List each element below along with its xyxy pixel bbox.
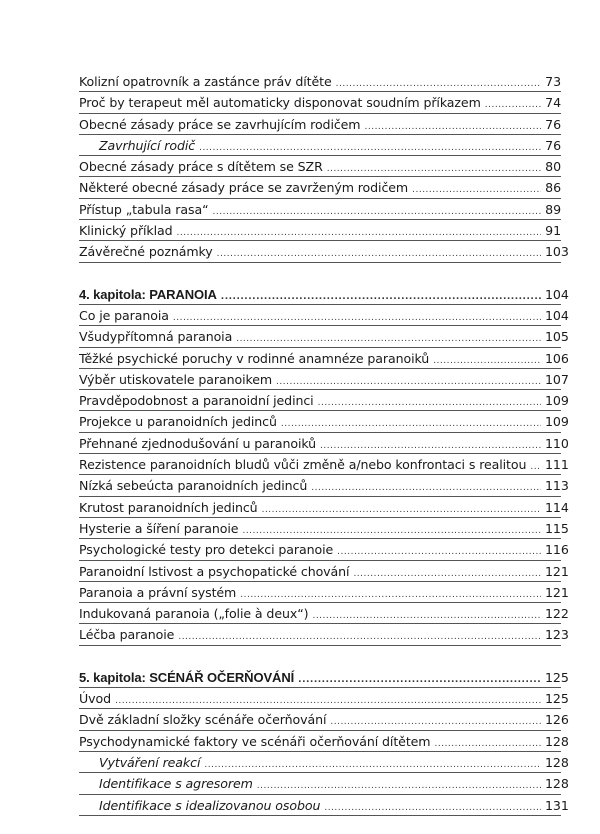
dot-leader — [412, 180, 541, 201]
dot-leader — [312, 606, 541, 627]
toc-section — [79, 284, 569, 646]
toc-entry — [79, 497, 569, 518]
dot-leader — [530, 457, 541, 478]
entry-title: Přehnané zjednodušování u paranoiků — [79, 435, 317, 451]
toc-subentry — [79, 752, 569, 773]
dot-leader — [364, 117, 541, 138]
entry-title: Krutost paranoidních jedinců — [79, 499, 258, 515]
chapter-heading — [79, 667, 569, 688]
page-number: 131 — [545, 797, 569, 813]
entry-title: Hysterie a šíření paranoie — [79, 520, 239, 536]
entry-title: Kolizní opatrovník a zastánce práv dítěte — [79, 74, 332, 89]
entry-title: Rezistence paranoidních bludů vůči změně a/nebo konfrontaci s realitou — [79, 457, 527, 473]
entry-title: 5. kapitola: SCÉNÁŘ OČERŇOVÁNÍ — [79, 669, 295, 685]
dot-leader — [298, 670, 541, 691]
toc-entry — [79, 582, 569, 603]
page-number: 128 — [545, 754, 569, 770]
page-number: 110 — [545, 435, 569, 451]
entry-title: Obecné zásady práce s dítětem se SZR — [79, 159, 323, 175]
toc-entry — [79, 71, 561, 92]
toc-subentry — [79, 795, 569, 816]
entry-title: Psychodynamické faktory ve scénáři očerňování dítětem — [79, 733, 431, 749]
page-number: 107 — [545, 371, 569, 387]
toc-entry — [79, 411, 569, 432]
page-number: 106 — [545, 350, 569, 366]
dot-leader — [318, 393, 541, 414]
entry-title: Psychologické testy pro detekci paranoie — [79, 542, 334, 558]
page-number: 123 — [545, 627, 569, 643]
toc-entry — [79, 539, 569, 560]
page-number: 89 — [545, 201, 561, 217]
toc-entry — [79, 326, 569, 347]
entry-title: Všudypřítomná paranoia — [79, 329, 233, 345]
page-number: 91 — [545, 223, 561, 239]
dot-leader — [353, 564, 541, 585]
dot-leader — [204, 755, 541, 776]
entry-title: Indukovaná paranoia („folie à deux“) — [79, 606, 309, 622]
entry-title: Zavrhující rodič — [99, 137, 196, 153]
dot-leader — [262, 500, 541, 521]
page-number: 126 — [545, 712, 569, 728]
entry-title: Těžké psychické poruchy v rodinné anamnéze paranoiků — [79, 350, 430, 366]
page-number: 103 — [545, 244, 569, 260]
toc-entry — [79, 709, 569, 730]
toc-entry — [79, 561, 569, 582]
toc-entry — [79, 199, 561, 220]
toc-entry — [79, 454, 569, 475]
dot-leader — [178, 627, 541, 648]
toc-entry — [79, 369, 569, 390]
entry-title: Výběr utiskovatele paranoikem — [79, 371, 273, 387]
entry-title: Obecné zásady práce se zavrhujícím rodičem — [79, 116, 361, 132]
page-number: 104 — [545, 307, 569, 323]
entry-title: Identifikace s agresorem — [99, 776, 253, 792]
dot-leader — [177, 223, 541, 244]
toc-entry — [79, 624, 569, 645]
toc-subentry — [79, 773, 569, 794]
page-number: 104 — [545, 286, 569, 302]
entry-title: Projekce u paranoidních jedinců — [79, 414, 277, 430]
page-number: 73 — [545, 74, 561, 89]
page-number: 80 — [545, 159, 561, 175]
page-number: 109 — [545, 393, 569, 409]
toc-entry — [79, 177, 561, 198]
entry-title: Některé obecné zásady práce se zavrženým rodičem — [79, 180, 409, 196]
toc-entry — [79, 220, 561, 241]
page-number: 121 — [545, 584, 569, 600]
dot-leader — [221, 287, 541, 308]
page-number: 125 — [545, 669, 569, 685]
toc-entry — [79, 156, 561, 177]
entry-title: Co je paranoia — [79, 307, 169, 323]
page-number: 125 — [545, 691, 569, 707]
dot-leader — [281, 414, 541, 435]
toc-subentry — [79, 135, 561, 156]
toc-section — [79, 667, 569, 816]
entry-title: Léčba paranoie — [79, 627, 175, 643]
dot-leader — [485, 95, 541, 116]
page-number: 113 — [545, 478, 569, 494]
entry-title: Nízká sebeúcta paranoidních jedinců — [79, 478, 308, 494]
toc-entry — [79, 305, 569, 326]
page-number: 76 — [545, 137, 561, 153]
page-number: 111 — [545, 457, 569, 473]
page-number: 114 — [545, 499, 569, 515]
entry-title: Úvod — [79, 691, 111, 707]
page-number: 121 — [545, 563, 569, 579]
toc-entry — [79, 688, 569, 709]
page-number: 109 — [545, 414, 569, 430]
entry-title: Závěrečné poznámky — [79, 244, 213, 260]
entry-title: Identifikace s idealizovanou osobou — [99, 797, 321, 813]
page-number: 122 — [545, 606, 569, 622]
entry-title: Přístup „tabula rasa“ — [79, 201, 209, 217]
entry-title: 4. kapitola: PARANOIA — [79, 286, 217, 302]
toc-entry — [79, 518, 569, 539]
dot-leader — [337, 542, 541, 563]
dot-leader — [324, 798, 541, 819]
page-number: 116 — [545, 542, 569, 558]
dot-leader — [433, 351, 541, 372]
page-number: 76 — [545, 116, 561, 132]
toc-entry — [79, 348, 569, 369]
entry-title: Paranoidní lstivost a psychopatické chování — [79, 563, 350, 579]
page-number: 86 — [545, 180, 561, 196]
entry-title: Klinický příklad — [79, 223, 173, 239]
dot-leader — [311, 478, 541, 499]
entry-title: Dvě základní složky scénáře očerňování — [79, 712, 327, 728]
toc-entry — [79, 241, 569, 262]
entry-title: Vytváření reakcí — [99, 754, 201, 770]
page-number: 128 — [545, 733, 569, 749]
entry-title: Pravděpodobnost a paranoidní jedinci — [79, 393, 314, 409]
toc-section — [79, 71, 569, 263]
page-number: 115 — [545, 520, 569, 536]
toc-entry — [79, 603, 569, 624]
chapter-heading — [79, 284, 569, 305]
dot-leader — [217, 244, 541, 265]
toc-entry — [79, 433, 569, 454]
toc-entry — [79, 114, 561, 135]
toc-entry — [79, 390, 569, 411]
dot-leader — [213, 202, 541, 223]
entry-title: Proč by terapeut měl automaticky disponovat soudním příkazem — [79, 95, 481, 111]
toc-entry — [79, 731, 569, 752]
table-of-contents — [79, 71, 569, 816]
dot-leader — [434, 734, 541, 755]
page-number: 128 — [545, 776, 569, 792]
dot-leader — [276, 372, 541, 393]
toc-entry — [79, 475, 569, 496]
entry-title: Paranoia a právní systém — [79, 584, 237, 600]
toc-entry — [79, 92, 561, 113]
page-number: 105 — [545, 329, 569, 345]
page-number: 74 — [545, 95, 561, 111]
